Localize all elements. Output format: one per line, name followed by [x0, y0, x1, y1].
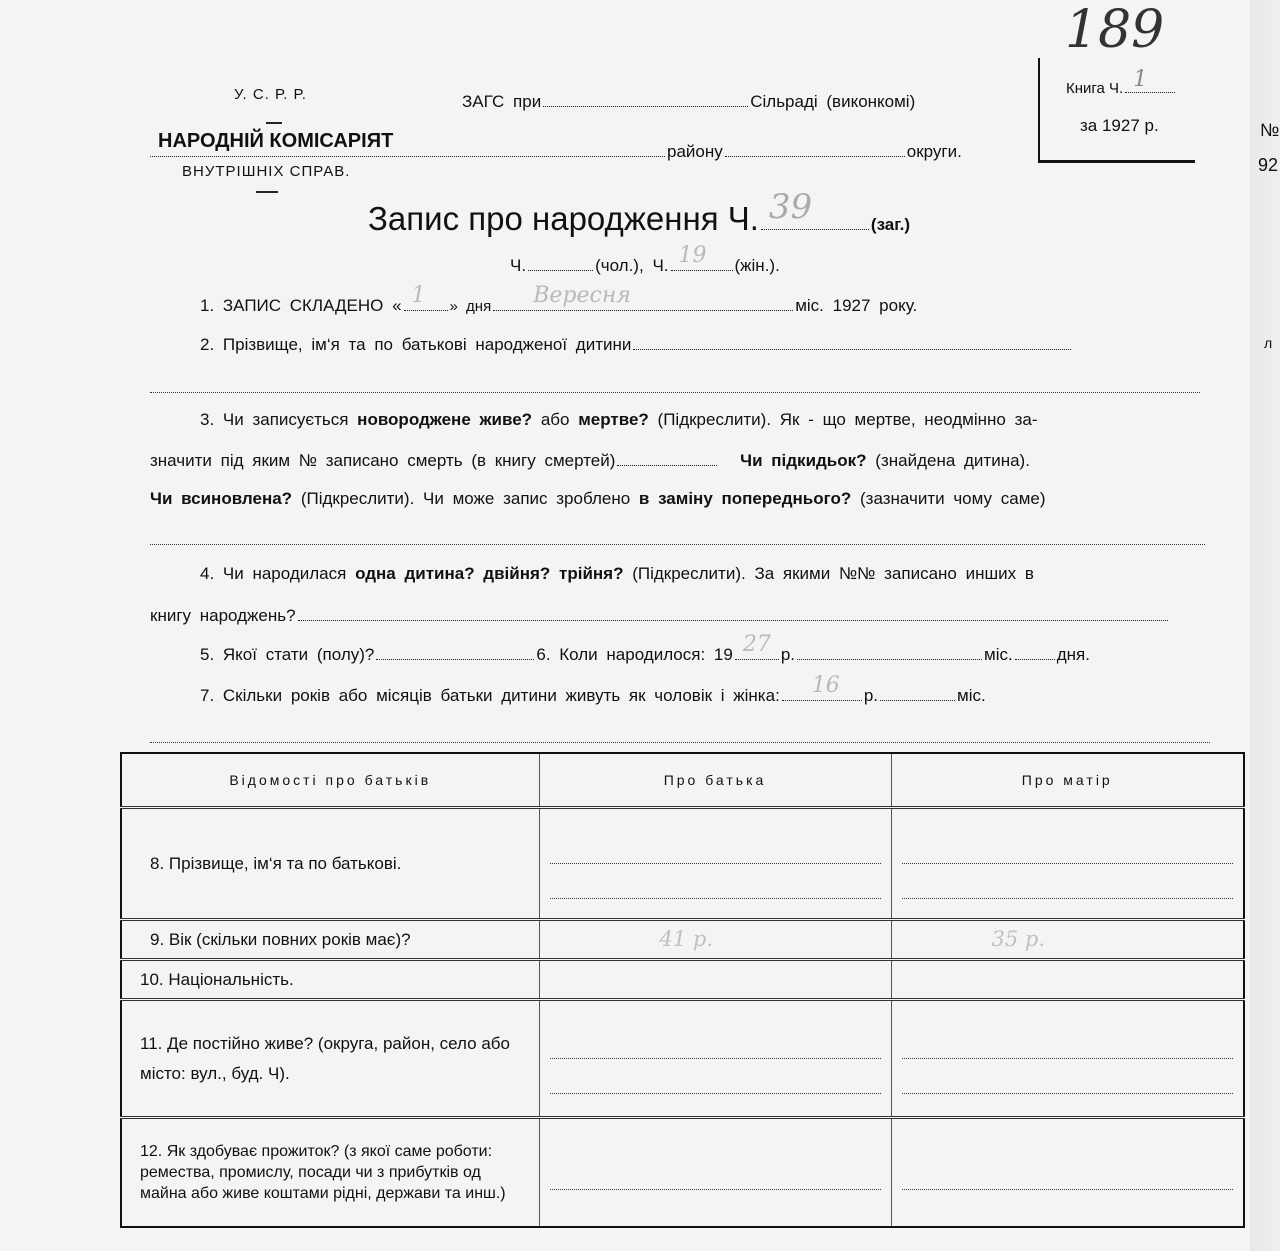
- child-name-field[interactable]: [633, 335, 1071, 350]
- item3-b2: мертве?: [578, 410, 649, 429]
- item4-p3: книгу народжень?: [150, 606, 296, 625]
- dotted-entry-line[interactable]: [902, 1024, 1234, 1059]
- row-label: 12. Як здобуває прожиток? (з якої саме роботи: ремества, промислу, посади чи з прибутків од майна або живе коштами рідні, держави та инш.): [121, 1118, 539, 1228]
- female-prefix: Ч.: [652, 256, 669, 275]
- item3-p3: (Підкреслити). Як - що мертве, неодмінно за-: [657, 410, 1038, 429]
- item3-p1: 3. Чи записується: [200, 410, 349, 429]
- republic-label: У. С. Р. Р.: [234, 86, 307, 103]
- record-number-field[interactable]: [761, 187, 869, 230]
- father-nationality-cell[interactable]: [539, 960, 891, 1000]
- item7-years_suffix: р.: [863, 686, 878, 705]
- death-record-field[interactable]: [617, 451, 717, 466]
- item-4-line1: [200, 564, 1034, 584]
- mother-name-cell[interactable]: [891, 808, 1244, 920]
- divider: [256, 191, 278, 193]
- item3-b5: в заміну попереднього?: [638, 489, 852, 508]
- item6-label: 6. Коли народилося: 19: [536, 645, 733, 664]
- title-number: 39: [768, 187, 813, 227]
- item-1: [200, 283, 918, 316]
- item3-p2: або: [540, 410, 570, 429]
- item6-year_suffix: р.: [780, 645, 796, 664]
- father-residence-cell[interactable]: [539, 1000, 891, 1118]
- row-label: 9. Вік (скільки повних років має)?: [121, 920, 539, 960]
- item-3-line3: [150, 489, 1046, 509]
- sex-field[interactable]: [376, 645, 534, 660]
- item1-label: 1. ЗАПИС СКЛАДЕНО «: [200, 296, 402, 315]
- item1-suffix: міс. 1927 року.: [795, 296, 918, 315]
- item1-day: 1: [411, 283, 426, 308]
- male-prefix: Ч.: [510, 256, 527, 275]
- item3-b4: Чи всиновлена?: [150, 489, 293, 508]
- council-suffix: Сільраді (виконкомі): [750, 92, 916, 111]
- father-occupation-cell[interactable]: [539, 1118, 891, 1228]
- item7-months_suffix: міс.: [957, 686, 986, 705]
- mother-occupation-cell[interactable]: [891, 1118, 1244, 1228]
- birth-month-field[interactable]: [797, 645, 982, 660]
- divider: [266, 122, 282, 124]
- item-5-6: [200, 632, 1090, 665]
- item-3-line1: [200, 410, 1037, 430]
- item6-day_suffix: дня.: [1056, 645, 1090, 664]
- table-row: [121, 960, 1244, 1000]
- item1-month: Вересня: [533, 283, 631, 308]
- title-text: Запис про народження Ч.: [368, 200, 759, 237]
- table-row: [121, 1118, 1244, 1228]
- dotted-entry-line[interactable]: [550, 1024, 881, 1059]
- title-suffix: (заг.): [870, 215, 911, 234]
- zags-prefix: ЗАГС при: [462, 92, 542, 111]
- item3-b1: новороджене живе?: [357, 410, 533, 429]
- edge-mark: №: [1260, 120, 1280, 140]
- commissariat-title: НАРОДНІЙ КОМІСАРІЯТ: [158, 130, 394, 152]
- item7-label: 7. Скільки років або місяців батьки дитини живуть як чоловік і жінка:: [200, 686, 780, 705]
- marriage-years-field[interactable]: [782, 673, 862, 701]
- item-3-line2: [150, 451, 1030, 471]
- book-field[interactable]: [1125, 67, 1175, 93]
- item3-p4: значити під яким № записано смерть (в книгу смертей): [150, 451, 616, 470]
- other-records-field[interactable]: [298, 606, 1168, 621]
- dotted-entry-line[interactable]: [550, 1155, 881, 1190]
- table-header: Про батька: [539, 753, 891, 808]
- table-rows-1-mother: 35 р.: [991, 926, 1046, 951]
- record-title: [368, 187, 911, 238]
- edge-mark: 92: [1258, 155, 1279, 175]
- female-label: (жін.).: [734, 256, 780, 275]
- district-field[interactable]: [150, 142, 665, 157]
- father-name-cell[interactable]: [539, 808, 891, 920]
- page-edge-shadow: [1250, 0, 1280, 1251]
- mother-age-cell[interactable]: [891, 920, 1244, 960]
- book-box: [1038, 58, 1195, 163]
- dotted-entry-line[interactable]: [550, 864, 881, 899]
- item-7: [200, 673, 986, 706]
- table-header: Відомості про батьків: [121, 753, 539, 808]
- handwritten-page-number: 189: [1065, 0, 1165, 60]
- male-count-field[interactable]: [528, 256, 593, 271]
- mother-nationality-cell[interactable]: [891, 960, 1244, 1000]
- dotted-entry-line[interactable]: [550, 829, 881, 864]
- mother-residence-cell[interactable]: [891, 1000, 1244, 1118]
- dotted-entry-line[interactable]: [902, 829, 1234, 864]
- dotted-entry-line[interactable]: [550, 1059, 881, 1094]
- zags-council-field[interactable]: [543, 92, 748, 107]
- item7-years: 16: [811, 673, 840, 698]
- item6-month_suffix: міс.: [984, 645, 1013, 664]
- item-4-line2: [150, 606, 1170, 626]
- row-label: 8. Прізвище, ім‘я та по батькові.: [121, 808, 539, 920]
- book-label: Книга Ч.: [1066, 80, 1124, 97]
- item4-b1: одна дитина? двійня? трійня?: [355, 564, 624, 583]
- item3-p6: (Підкреслити). Чи може запис зроблено: [300, 489, 631, 508]
- child-name-field-2[interactable]: [150, 392, 1200, 393]
- replacement-reason-field[interactable]: [150, 544, 1205, 545]
- item3-p7: (зазначити чому саме): [859, 489, 1046, 508]
- item6-year: 27: [742, 632, 771, 657]
- dotted-entry-line[interactable]: [902, 1155, 1234, 1190]
- region-field[interactable]: [725, 142, 905, 157]
- record-month-field[interactable]: [493, 283, 793, 311]
- female-count-field[interactable]: [671, 243, 733, 271]
- table-rows-1-father: 41 р.: [659, 926, 714, 951]
- table-row: [121, 1000, 1244, 1118]
- item3-p5: (знайдена дитина).: [875, 451, 1030, 470]
- book-year: за 1927 р.: [1080, 116, 1159, 135]
- table-row: [121, 808, 1244, 920]
- table-header: Про матір: [891, 753, 1244, 808]
- region-label: округи.: [906, 142, 962, 161]
- commissariat-subtitle: ВНУТРІШНІХ СПРАВ.: [182, 163, 351, 180]
- dotted-entry-line[interactable]: [902, 1059, 1234, 1094]
- row-label: 10. Національність.: [121, 960, 539, 1000]
- book_box-book_value: 1: [1133, 67, 1148, 92]
- marriage-months-field[interactable]: [880, 686, 955, 701]
- item4-p1: 4. Чи народилася: [200, 564, 347, 583]
- district-line: [148, 142, 962, 162]
- birth-day-field[interactable]: [1015, 645, 1055, 660]
- district-label: району: [667, 142, 723, 161]
- item3-b3: Чи підкидьок?: [740, 451, 867, 470]
- subcount-line: [510, 243, 780, 276]
- record-day-field[interactable]: [404, 283, 448, 311]
- birth-year-field[interactable]: [735, 632, 779, 660]
- parents-info-table: [120, 752, 1245, 1228]
- zags-line: [462, 92, 915, 112]
- item4-p2: (Підкреслити). За якими №№ записано инших в: [632, 564, 1034, 583]
- item-2: [200, 335, 1073, 355]
- item1-mid: » дня: [449, 298, 492, 315]
- item5-label: 5. Якої стати (полу)?: [200, 645, 375, 664]
- male-label: (чол.),: [595, 256, 644, 275]
- table-row: [121, 920, 1244, 960]
- father-age-cell[interactable]: [539, 920, 891, 960]
- item7-extra-field[interactable]: [150, 742, 1210, 743]
- item2-label: 2. Прізвище, ім‘я та по батькові народженої дитини: [200, 335, 632, 354]
- table-header-row: [121, 753, 1244, 808]
- row-label: 11. Де постійно живе? (округа, район, село або місто: вул., буд. Ч).: [121, 1000, 539, 1118]
- dotted-entry-line[interactable]: [902, 864, 1234, 899]
- edge-mark: л: [1264, 335, 1273, 351]
- subcount-value_f: 19: [678, 243, 707, 268]
